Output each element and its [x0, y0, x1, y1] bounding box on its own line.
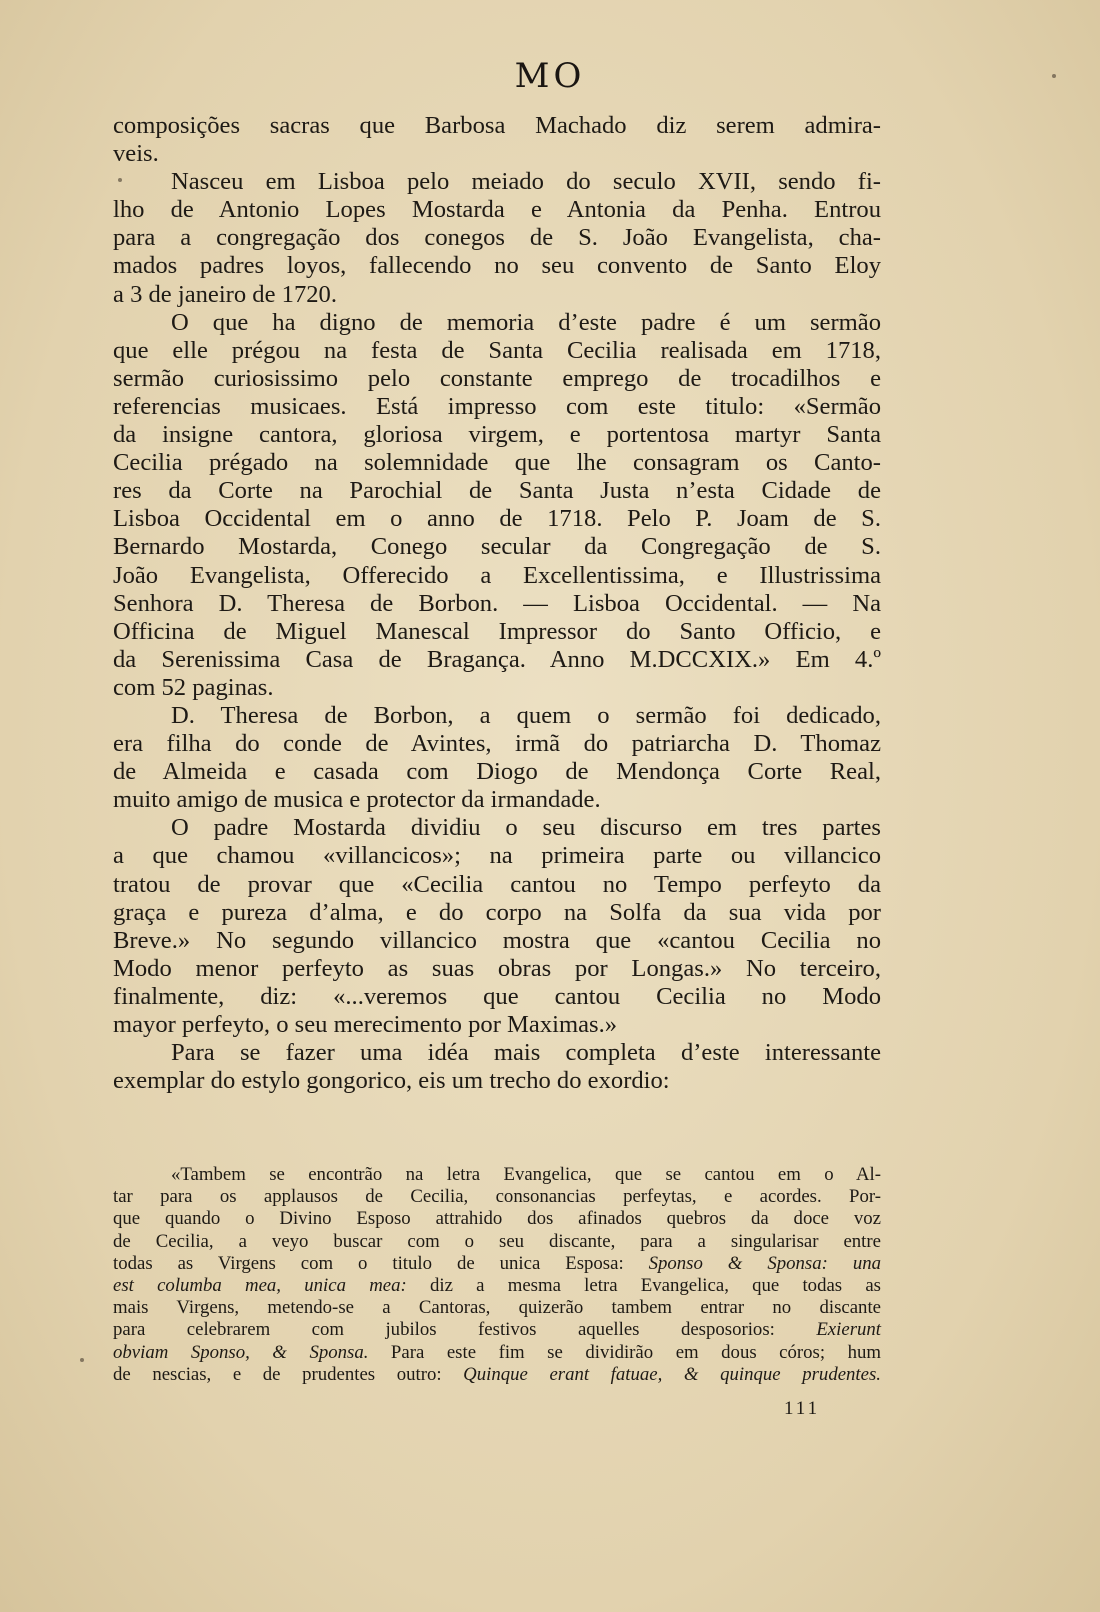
text-line: Cecilia prégado na solemnidade que lhe consagram os Canto-: [113, 449, 881, 477]
footnote-line: de nescias, e de prudentes outro: Quinque erant fatuae, & quinque prudentes.: [113, 1363, 881, 1385]
text-line: Senhora D. Theresa de Borbon. — Lisboa Occidental. — Na: [113, 589, 881, 617]
text-line: com 52 paginas.: [113, 673, 274, 701]
text-line: O que ha digno de memoria d’este padre é um sermão: [171, 308, 881, 336]
text-line: a 3 de janeiro de 1720.: [113, 280, 337, 308]
text-line: lho de Antonio Lopes Mostarda e Antonia da Penha. Entrou: [113, 196, 881, 224]
footnote-line: obviam Sponso, & Sponsa. Para este fim se dividirão em dous córos; hum: [113, 1341, 881, 1363]
text-line: a que chamou «villancicos»; na primeira parte ou villancico: [113, 842, 881, 870]
text-line: mados padres loyos, fallecendo no seu convento de Santo Eloy: [113, 252, 881, 280]
text-line: Nasceu em Lisboa pelo meiado do seculo XVII, sendo fi-: [171, 168, 881, 196]
footnote-quote: [113, 1164, 881, 1386]
footnote-line: est columba mea, unica mea: diz a mesma letra Evangelica, que todas as: [113, 1275, 881, 1297]
paper-speck: [80, 1358, 84, 1362]
text-line: muito amigo de musica e protector da irmandade.: [113, 786, 601, 814]
text-line: para a congregação dos conegos de S. João Evangelista, cha-: [113, 224, 881, 252]
footnote-line: mais Virgens, metendo-se a Cantoras, quizerão tambem entrar no discante: [113, 1297, 881, 1319]
text-line: veis.: [113, 140, 159, 168]
text-line: referencias musicaes. Está impresso com este titulo: «Sermão: [113, 392, 881, 420]
text-line: sermão curiosissimo pelo constante emprego de trocadilhos e: [113, 364, 881, 392]
footnote-line: tar para os applausos de Cecilia, consonancias perfeytas, e acordes. Por-: [113, 1186, 881, 1208]
text-line: da insigne cantora, gloriosa virgem, e portentosa martyr Santa: [113, 421, 881, 449]
text-line: era filha do conde de Avintes, irmã do patriarcha D. Thomaz: [113, 730, 881, 758]
text-line: exemplar do estylo gongorico, eis um trecho do exordio:: [113, 1067, 670, 1095]
footnote-line: «Tambem se encontrão na letra Evangelica, que se cantou em o Al-: [171, 1164, 881, 1185]
text-line: que elle prégou na festa de Santa Cecilia realisada em 1718,: [113, 336, 881, 364]
text-line: Lisboa Occidental em o anno de 1718. Pelo P. Joam de S.: [113, 505, 881, 533]
text-line: Modo menor perfeyto as suas obras por Longas.» No terceiro,: [113, 954, 881, 982]
page-number: 111: [784, 1398, 821, 1419]
paper-speck: [118, 178, 122, 182]
text-line: de Almeida e casada com Diogo de Mendonça Corte Real,: [113, 758, 881, 786]
text-line: Breve.» No segundo villancico mostra que «cantou Cecilia no: [113, 926, 881, 954]
footnote-line: de Cecilia, a veyo buscar com o seu discante, para a singularisar entre: [113, 1230, 881, 1252]
text-line: res da Corte na Parochial de Santa Justa n’esta Cidade de: [113, 477, 881, 505]
text-line: graça e pureza d’alma, e do corpo na Solfa da sua vida por: [113, 898, 881, 926]
text-line: O padre Mostarda dividiu o seu discurso em tres partes: [171, 814, 881, 842]
text-line: composições sacras que Barbosa Machado diz serem admira-: [113, 112, 881, 139]
text-line: tratou de provar que «Cecilia cantou no Tempo perfeyto da: [113, 870, 881, 898]
footnote-line: que quando o Divino Esposo attrahido dos afinados quebros da doce voz: [113, 1208, 881, 1230]
paper-speck: [1052, 74, 1056, 78]
text-line: mayor perfeyto, o seu merecimento por Maximas.»: [113, 1011, 618, 1038]
text-line: D. Theresa de Borbon, a quem o sermão foi dedicado,: [171, 701, 881, 729]
body-text: [113, 112, 881, 1095]
text-line: Bernardo Mostarda, Conego secular da Congregação de S.: [113, 533, 881, 561]
text-line: Para se fazer uma idéa mais completa d’este interessante: [171, 1039, 881, 1067]
text-line: Officina de Miguel Manescal Impressor do Santo Officio, e: [113, 617, 881, 645]
text-line: finalmente, diz: «...veremos que cantou Cecilia no Modo: [113, 982, 881, 1010]
running-header: MO: [514, 56, 586, 96]
footnote-line: todas as Virgens com o titulo de unica Esposa: Sponso & Sponsa: una: [113, 1252, 881, 1274]
footnote-line: para celebrarem com jubilos festivos aquelles desposorios: Exierunt: [113, 1319, 881, 1341]
text-line: da Serenissima Casa de Bragança. Anno M.DCCXIX.» Em 4.º: [113, 645, 881, 673]
text-line: João Evangelista, Offerecido a Excellentissima, e Illustrissima: [113, 561, 881, 589]
